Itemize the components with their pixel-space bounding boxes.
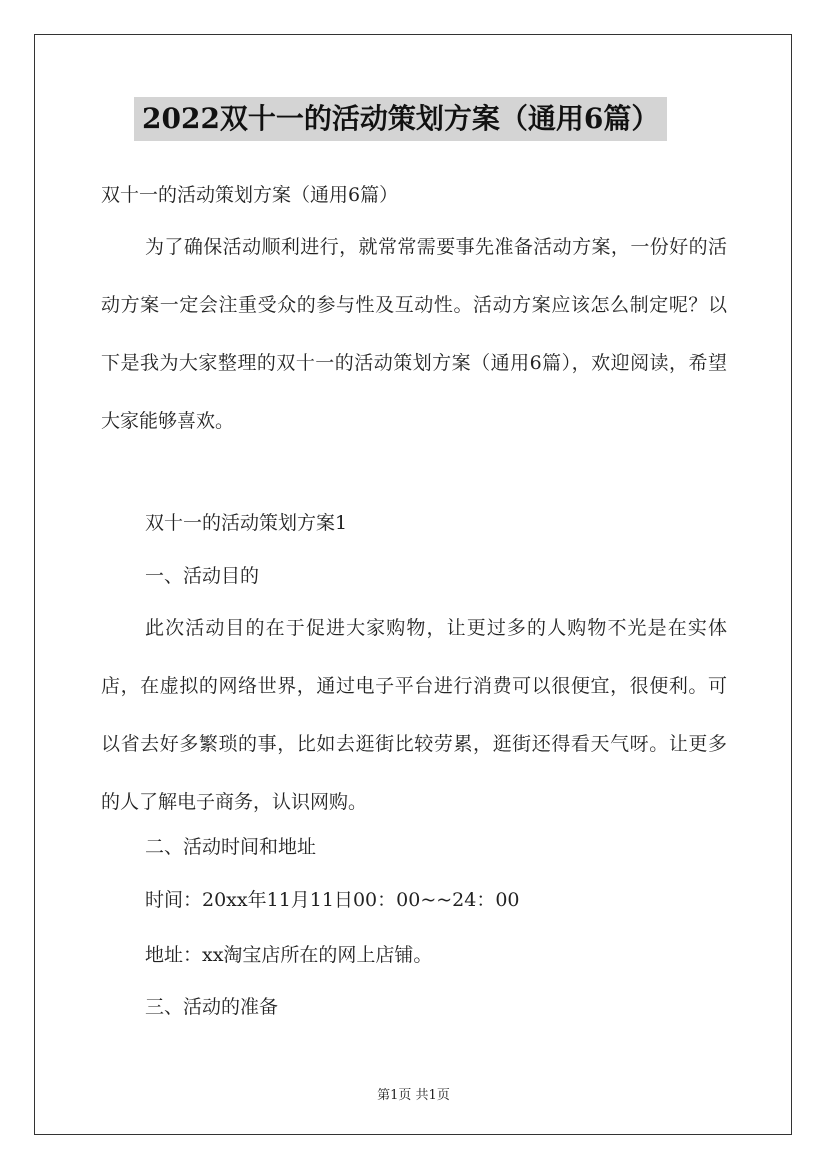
address-line: 地址：xx淘宝店所在的网上店铺。 <box>145 944 433 966</box>
page-footer: 第1页 共1页 <box>377 1088 450 1103</box>
part-heading-preparation: 三、活动的准备 <box>145 996 279 1018</box>
part-heading-time-place: 二、活动时间和地址 <box>145 836 317 858</box>
section-heading: 双十一的活动策划方案1 <box>145 512 348 534</box>
document-title: 2022双十一的活动策划方案（通用6篇） <box>134 97 667 141</box>
intro-paragraph: 为了确保活动顺利进行，就常常需要事先准备活动方案，一份好的活动方案一定会注重受众的参与性及互动性。活动方案应该怎么制定呢？以下是我为大家整理的双十一的活动策划方案（通用6篇），欢迎阅读，希望大家能够喜欢。 <box>101 236 727 432</box>
purpose-paragraph: 此次活动目的在于促进大家购物，让更过多的人购物不光是在实体店，在虚拟的网络世界，通过电子平台进行消费可以很便宜，很便利。可以省去好多繁琐的事，比如去逛街比较劳累，逛街还得看天气呀。让更多的人了解电子商务，认识网购。 <box>101 617 727 813</box>
time-line: 时间：20xx年11月11日00：00~~24：00 <box>145 889 520 911</box>
document-subtitle: 双十一的活动策划方案（通用6篇） <box>101 184 399 206</box>
part-heading-purpose: 一、活动目的 <box>145 565 260 587</box>
